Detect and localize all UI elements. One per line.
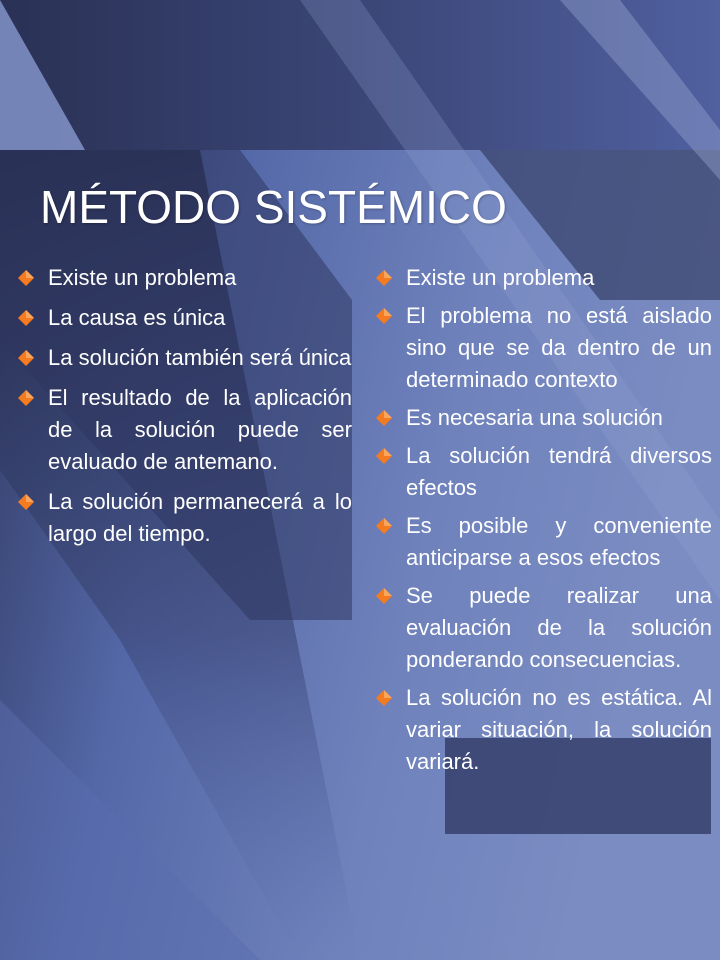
list-item (372, 300, 712, 396)
list-item-text: La solución también será única (48, 345, 352, 370)
orange-diamond-bullet-icon (18, 390, 34, 406)
list-item-text: Existe un problema (406, 265, 595, 290)
list-item-text: Existe un problema (48, 265, 237, 290)
orange-diamond-bullet-icon (18, 310, 34, 326)
left-bullet-list (14, 262, 352, 558)
orange-diamond-bullet-icon (376, 588, 392, 604)
list-item (14, 382, 352, 478)
list-item-text: Es posible y conveniente anticiparse a esos efectos (406, 513, 712, 570)
list-item-text: El resultado de la aplicación de la solución puede ser evaluado de antemano. (48, 385, 352, 474)
orange-diamond-bullet-icon (376, 448, 392, 464)
page-title: MÉTODO SISTÉMICO (40, 181, 507, 233)
list-item-text: Es necesaria una solución (406, 405, 663, 430)
list-item-text: La solución permanecerá a lo largo del tiempo. (48, 489, 352, 546)
orange-diamond-bullet-icon (18, 270, 34, 286)
list-item-text: El problema no está aislado sino que se da dentro de un determinado contexto (406, 303, 712, 392)
right-bullet-list (372, 262, 712, 784)
list-item (372, 682, 712, 778)
list-item (372, 262, 712, 294)
list-item (372, 402, 712, 434)
orange-diamond-bullet-icon (376, 308, 392, 324)
list-item (372, 510, 712, 574)
list-item (372, 580, 712, 676)
orange-diamond-bullet-icon (376, 690, 392, 706)
orange-diamond-bullet-icon (376, 518, 392, 534)
list-item (14, 486, 352, 550)
list-item-text: La solución no es estática. Al variar situación, la solución variará. (406, 685, 712, 774)
list-item-text: Se puede realizar una evaluación de la solución ponderando consecuencias. (406, 583, 712, 672)
list-item (14, 262, 352, 294)
list-item (14, 302, 352, 334)
orange-diamond-bullet-icon (376, 410, 392, 426)
orange-diamond-bullet-icon (376, 270, 392, 286)
list-item (14, 342, 352, 374)
list-item-text: La causa es única (48, 305, 226, 330)
orange-diamond-bullet-icon (18, 350, 34, 366)
list-item-text: La solución tendrá diversos efectos (406, 443, 712, 500)
list-item (372, 440, 712, 504)
orange-diamond-bullet-icon (18, 494, 34, 510)
